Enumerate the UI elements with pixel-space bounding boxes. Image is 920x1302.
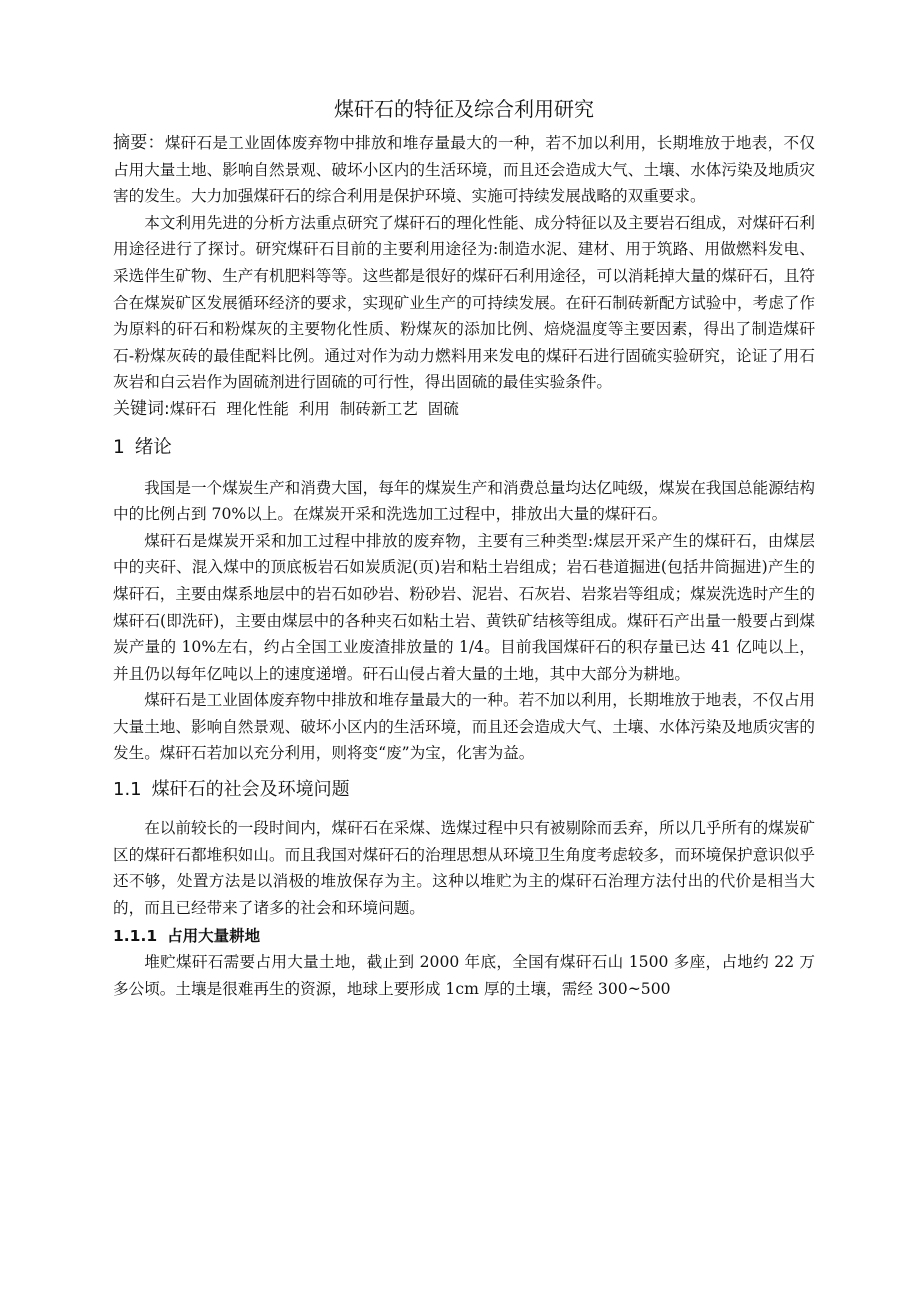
keywords-label: 关键词: bbox=[113, 398, 170, 419]
section-1-heading bbox=[113, 433, 815, 463]
abstract-text: 煤矸石是工业固体废弃物中排放和堆存量最大的一种，若不加以利用，长期堆放于地表，不仅占用大量土地、影响自然景观、破坏小区内的生活环境，而且还会造成大气、土壤、水体污染及地质灾害的发生。大力加强煤矸石的综合利用是保护环境、实施可持续发展战略的双重要求。 bbox=[113, 134, 815, 206]
abstract-label: 摘要： bbox=[113, 133, 165, 153]
section-1-paragraph-1: 我国是一个煤炭生产和消费大国，每年的煤炭生产和消费总量均达亿吨级，煤炭在我国总能源结构中的比例占到 70%以上。在煤炭开采和洗选加工过程中，排放出大量的煤矸石。 bbox=[113, 478, 815, 524]
section-1-1-paragraph-1: 在以前较长的一段时间内，煤矸石在采煤、选煤过程中只有被剔除而丢弃，所以几乎所有的煤炭矿区的煤矸石都堆积如山。而且我国对煤矸石的治理思想从环境卫生角度考虑较多，而环境保护意识似乎还不够，处置方法是以消极的堆放保存为主。这种以堆贮为主的煤矸石治理方法付出的代价是相当大的，而且已经带来了诸多的社会和环境问题。 bbox=[113, 819, 815, 917]
section-1-title: 绪论 bbox=[134, 436, 172, 458]
keywords-text: 煤矸石 理化性能 利用 制砖新工艺 固硫 bbox=[169, 399, 459, 418]
section-1-1-1-title: 占用大量耕地 bbox=[167, 927, 261, 946]
section-1-1-1-paragraph-1: 堆贮煤矸石需要占用大量土地，截止到 2000 年底，全国有煤矸石山 1500 多座，占地约 22 万多公顷。土壤是很难再生的资源，地球上要形成 1cm 厚的土壤，需经 300~500 bbox=[113, 953, 815, 999]
abstract-paragraph bbox=[113, 130, 815, 210]
section-1-1-number: 1.1 bbox=[113, 779, 142, 801]
keywords-line bbox=[113, 396, 815, 423]
section-1-number: 1 bbox=[113, 436, 125, 458]
section-1-1-1-heading bbox=[113, 923, 815, 949]
section-1-paragraph-2: 煤矸石是煤炭开采和加工过程中排放的废弃物，主要有三种类型:煤层开采产生的煤矸石，由煤层中的夹矸、混入煤中的顶底板岩石如炭质泥(页)岩和粘土岩组成；岩石巷道掘进(包括井筒掘进)产生的煤矸石，主要由煤系地层中的岩石如砂岩、粉砂岩、泥岩、石灰岩、岩浆岩等组成；煤炭洗选时产生的煤矸石(即洗矸)，主要由煤层中的各种夹石如粘土岩、黄铁矿结核等组成。煤矸石产出量一般要占到煤炭产量的 10%左右，约占全国工业废渣排放量的 1/4。目前我国煤矸石的积存量已达 41 亿吨以上，并且仍以每年亿吨以上的速度递增。矸石山侵占着大量的土地，其中大部分为耕地。 bbox=[113, 531, 815, 683]
section-1-1-title: 煤矸石的社会及环境问题 bbox=[151, 779, 350, 801]
section-1-1-1-number: 1.1.1 bbox=[113, 927, 158, 946]
section-1-1-heading bbox=[113, 775, 815, 805]
abstract-paragraph-2: 本文利用先进的分析方法重点研究了煤矸石的理化性能、成分特征以及主要岩石组成，对煤矸石利用途径进行了探讨。研究煤矸石目前的主要利用途径为:制造水泥、建材、用于筑路、用做燃料发电、采选伴生矿物、生产有机肥料等等。这些都是很好的煤矸石利用途径，可以消耗掉大量的煤矸石，且符合在煤炭矿区发展循环经济的要求，实现矿业生产的可持续发展。在矸石制砖新配方试验中，考虑了作为原料的矸石和粉煤灰的主要物化性质、粉煤灰的添加比例、焙烧温度等主要因素，得出了制造煤矸石-粉煤灰砖的最佳配料比例。通过对作为动力燃料用来发电的煤矸石进行固硫实验研究，论证了用石灰岩和白云岩作为固硫剂进行固硫的可行性，得出固硫的最佳实验条件。 bbox=[113, 213, 815, 392]
paper-title: 煤矸石的特征及综合利用研究 bbox=[334, 97, 594, 121]
section-1-paragraph-3: 煤矸石是工业固体废弃物中排放和堆存量最大的一种。若不加以利用，长期堆放于地表，不仅占用大量土地、影响自然景观、破坏小区内的生活环境，而且还会造成大气、土壤、水体污染及地质灾害的发生。煤矸石若加以充分利用，则将变“废”为宝，化害为益。 bbox=[113, 691, 815, 763]
